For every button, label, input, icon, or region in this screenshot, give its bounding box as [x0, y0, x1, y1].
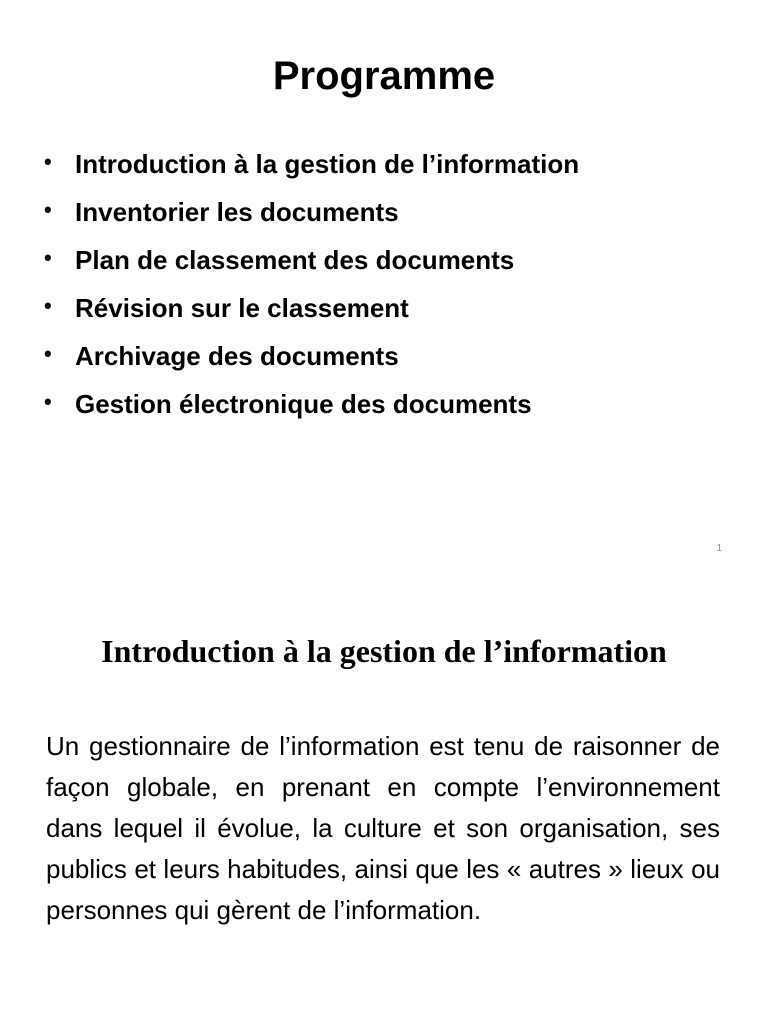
slide-introduction	[0, 580, 768, 1024]
slide-number: 1	[716, 543, 722, 554]
slide-title: Programme	[272, 54, 496, 98]
bullet-icon: •	[44, 149, 52, 174]
agenda-item-label: Gestion électronique des documents	[75, 389, 532, 419]
agenda-list	[44, 140, 579, 428]
bullet-icon: •	[44, 245, 52, 270]
bullet-icon: •	[44, 389, 52, 414]
agenda-item	[44, 380, 579, 428]
agenda-item-label: Inventorier les documents	[75, 197, 399, 227]
agenda-item-label: Introduction à la gestion de l’information	[75, 149, 580, 179]
bullet-icon: •	[44, 341, 52, 366]
agenda-item	[44, 332, 579, 380]
agenda-item-label: Plan de classement des documents	[75, 245, 515, 275]
bullet-icon: •	[44, 197, 52, 222]
agenda-item	[44, 236, 579, 284]
agenda-item	[44, 188, 579, 236]
body-paragraph: Un gestionnaire de l’information est tenu de raisonner de façon globale, en prenant en compte l’environnement dans lequel il évolue, la culture et son organisation, ses publics et leurs habitudes, ainsi que les « autres » lieux ou personnes qui gèrent de l’information.	[46, 731, 720, 925]
bullet-icon: •	[44, 293, 52, 318]
agenda-item	[44, 140, 579, 188]
agenda-item-label: Archivage des documents	[75, 341, 399, 371]
section-title: Introduction à la gestion de l’information	[101, 633, 667, 669]
agenda-item	[44, 284, 579, 332]
agenda-item-label: Révision sur le classement	[75, 293, 409, 323]
